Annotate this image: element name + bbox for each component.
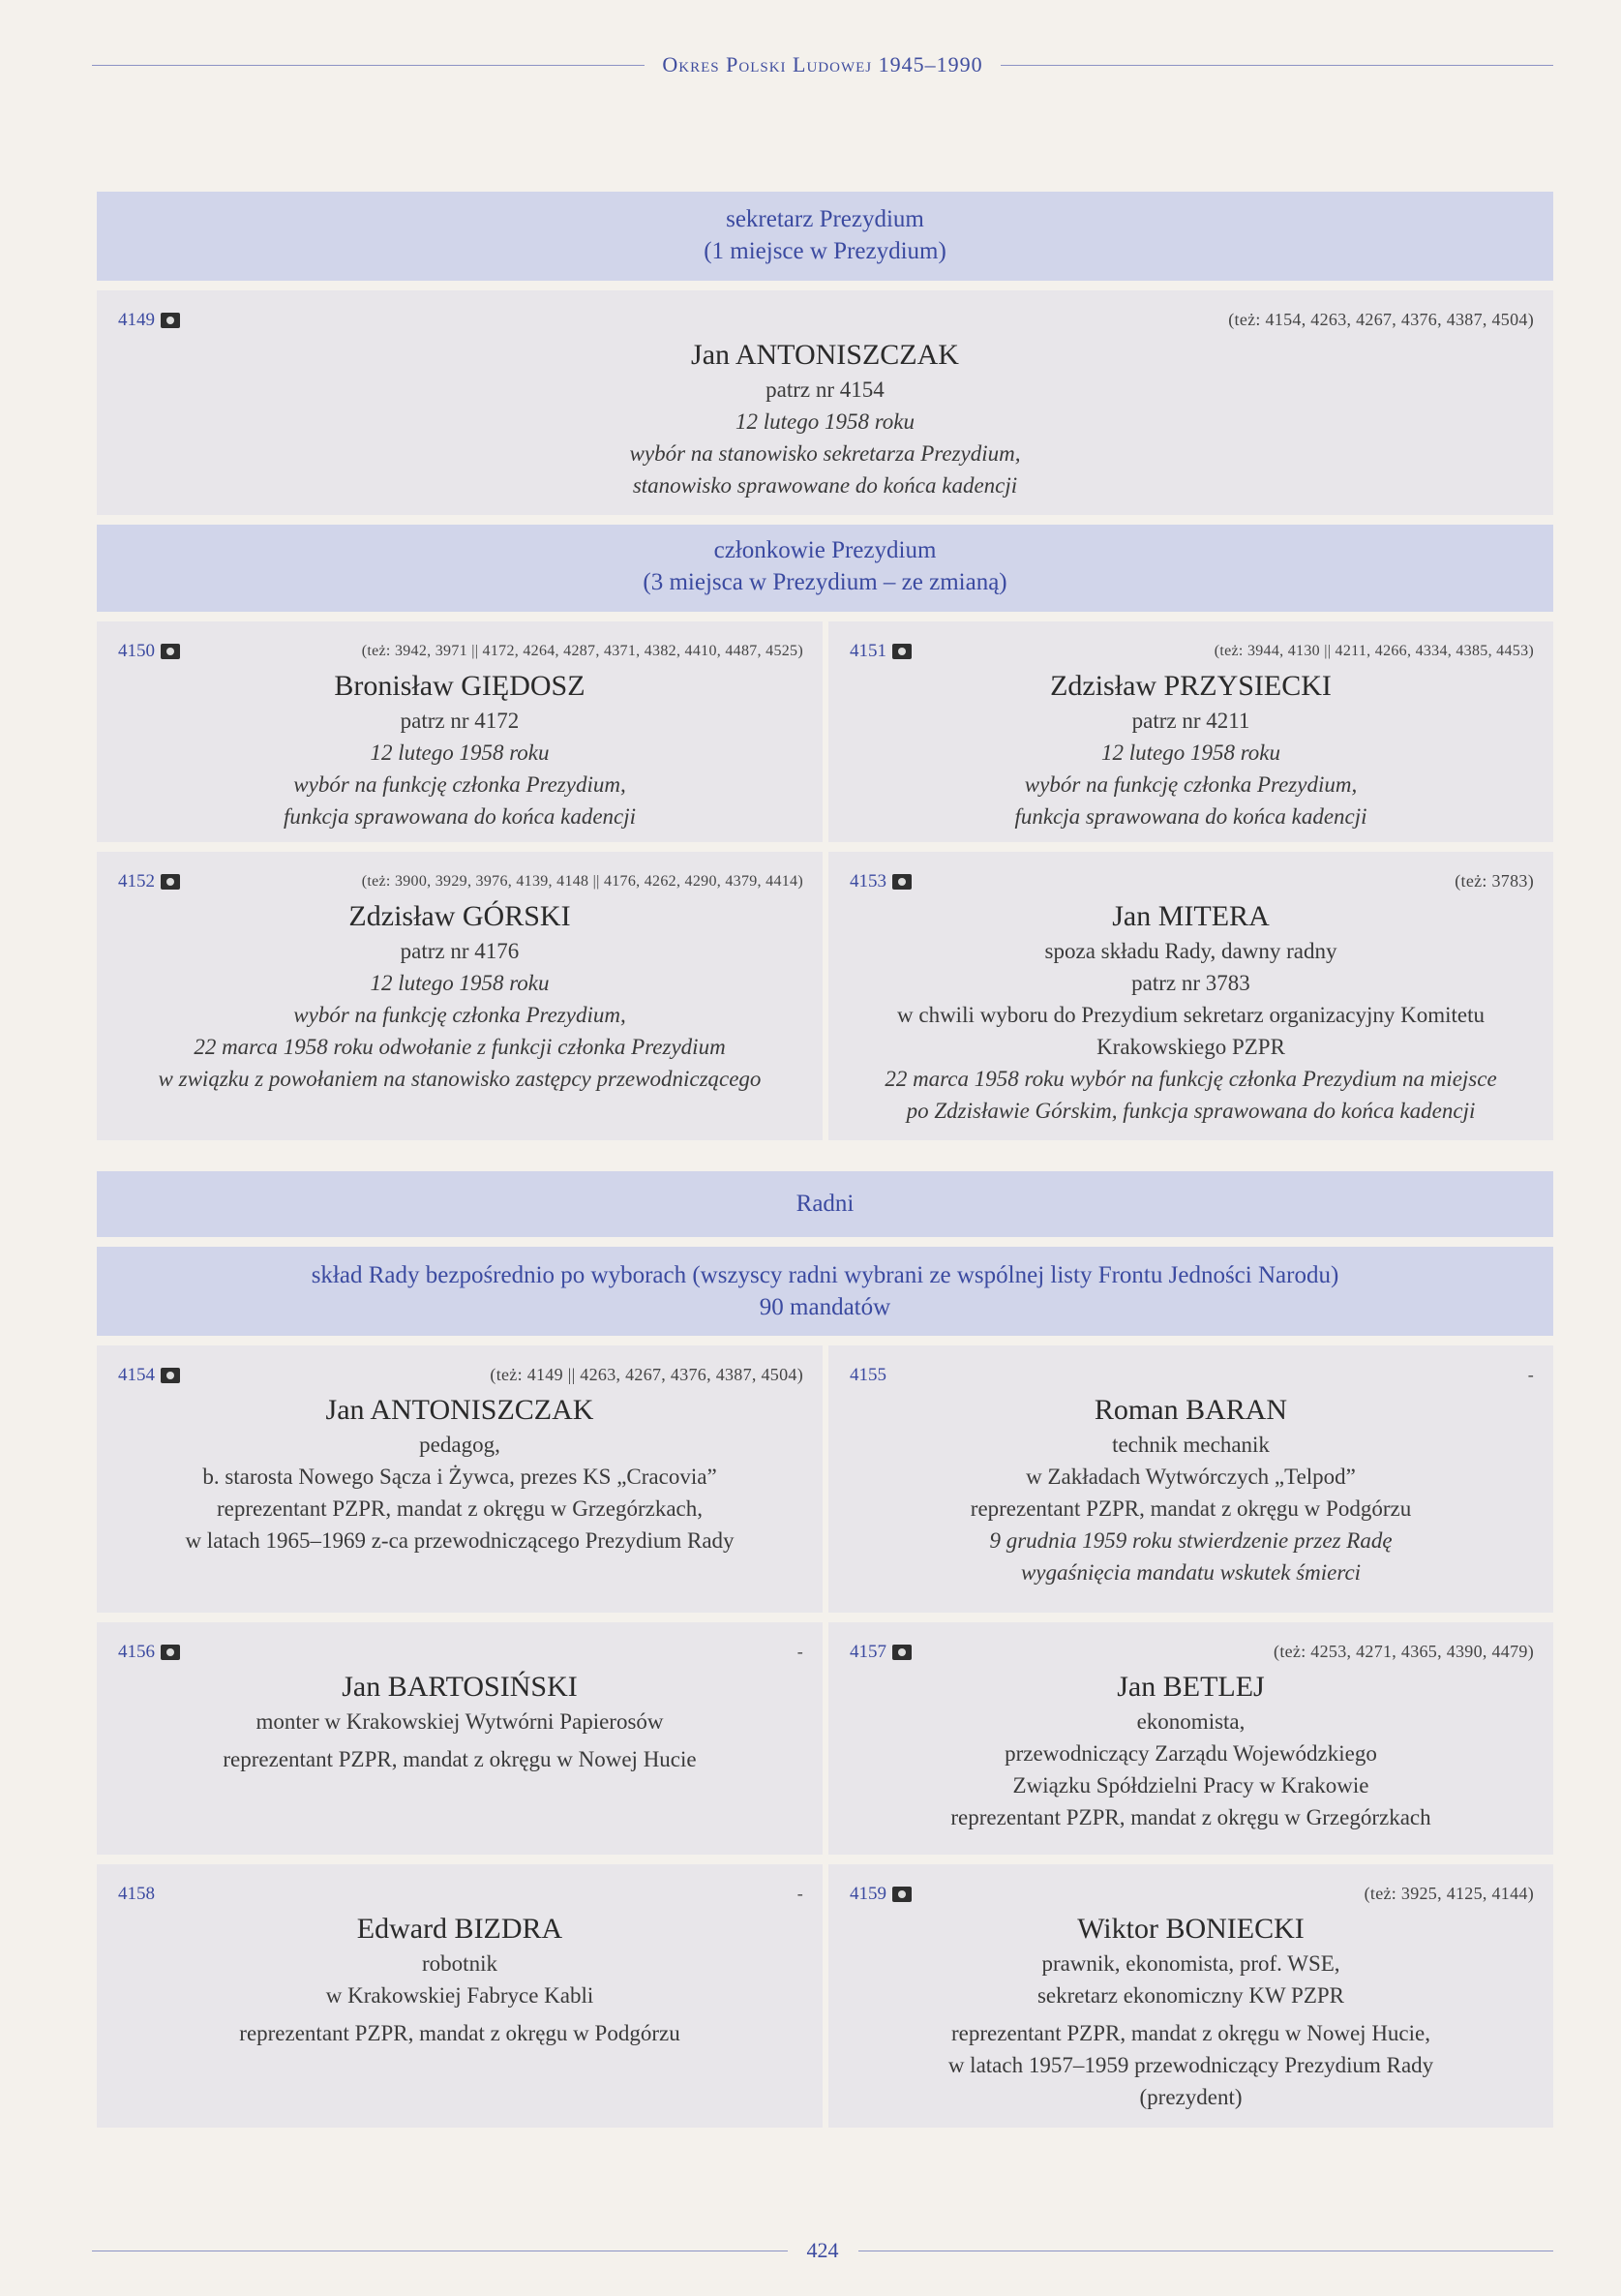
entry-line: patrz nr 3783 [1131,971,1250,995]
page-footer [92,2236,1553,2265]
entry-line: 22 marca 1958 roku wybór na funkcję członka Prezydium na miejsce [885,1067,1497,1091]
entry-number: 4154 [118,1359,180,1391]
entry-line: monter w Krakowskiej Wytwórni Papierosów [255,1709,664,1734]
person-name: Bronisław GIĘDOSZ [334,670,585,702]
camera-icon [161,1645,180,1660]
entry-4155 [828,1345,1553,1613]
section-band-secretary [97,192,1553,281]
entry-line: 12 lutego 1958 roku [370,971,550,995]
entry-line: wybór na funkcję członka Prezydium, [1024,772,1358,797]
entry-line: w Krakowskiej Fabryce Kabli [325,1983,594,2008]
entry-line: wybór na stanowisko sekretarza Prezydium, [629,441,1021,466]
entry-line: przewodniczący Zarządu Wojewódzkiego [1005,1741,1377,1766]
entry-line: reprezentant PZPR, mandat z okręgu w Grzegórzkach [950,1805,1431,1829]
section-band-council [97,1171,1553,1237]
entry-line: Krakowskiego PZPR [1096,1035,1285,1059]
cross-reference: - [1527,1365,1534,1384]
camera-icon [161,313,180,328]
entry-4154 [97,1345,823,1613]
camera-icon [892,874,912,890]
entry-line: patrz nr 4172 [400,709,520,733]
entry-number: 4151 [850,635,912,667]
entry-line: w związku z powołaniem na stanowisko zastępcy przewodniczącego [158,1067,762,1091]
band-title: skład Rady bezpośrednio po wyborach (wszyscy radni wybrani ze wspólnej listy Frontu Jedności Narodu) [311,1262,1339,1288]
entry-number: 4156 [118,1636,180,1668]
entry-line: ekonomista, [1136,1709,1246,1734]
entry-line: Związku Spółdzielni Pracy w Krakowie [1012,1773,1369,1798]
entry-line: funkcja sprawowana do końca kadencji [283,804,637,829]
cross-reference: (też: 3925, 4125, 4144) [1364,1884,1534,1903]
entry-line: pedagog, [419,1433,500,1457]
entry-line: funkcja sprawowana do końca kadencji [1014,804,1367,829]
person-name: Jan ANTONISZCZAK [691,339,959,371]
band-subtitle: 90 mandatów [759,1294,891,1320]
section-band-members [97,525,1553,612]
band-title: członkowie Prezydium [713,537,937,563]
cross-reference: (też: 4154, 4263, 4267, 4376, 4387, 4504) [1228,310,1534,329]
cross-reference: (też: 4253, 4271, 4365, 4390, 4479) [1274,1642,1534,1661]
cross-reference: - [796,1642,803,1661]
band-title: sekretarz Prezydium [726,206,924,232]
entry-number: 4153 [850,865,912,897]
person-name: Jan ANTONISZCZAK [325,1394,594,1426]
entry-line: w Zakładach Wytwórczych „Telpod” [1026,1465,1356,1489]
person-name: Jan BARTOSIŃSKI [342,1671,578,1703]
band-title: Radni [795,1191,855,1217]
entry-4151 [828,621,1553,842]
entry-4158 [97,1864,823,2128]
camera-icon [161,1368,180,1383]
entry-line: robotnik [422,1951,497,1976]
camera-icon [892,644,912,659]
entry-line: wybór na funkcję członka Prezydium, [293,1003,626,1027]
cross-reference: (też: 3900, 3929, 3976, 4139, 4148 || 4176, 4262, 4290, 4379, 4414) [361,873,803,890]
entry-line: prawnik, ekonomista, prof. WSE, [1041,1951,1340,1976]
person-name: Jan BETLEJ [1117,1671,1265,1703]
entry-line: reprezentant PZPR, mandat z okręgu w Podgórzu [239,2021,680,2045]
entry-line: (prezydent) [1139,2085,1243,2109]
camera-icon [892,1887,912,1902]
camera-icon [161,644,180,659]
entry-number: 4150 [118,635,180,667]
entry-line: wybór na funkcję członka Prezydium, [293,772,626,797]
entry-line: reprezentant PZPR, mandat z okręgu w Nowej Hucie [223,1747,697,1771]
entry-line: b. starosta Nowego Sącza i Żywca, prezes KS „Cracovia” [202,1465,717,1489]
cross-reference: (też: 3942, 3971 || 4172, 4264, 4287, 4371, 4382, 4410, 4487, 4525) [361,643,803,659]
entry-line: patrz nr 4211 [1131,709,1250,733]
entry-4150 [97,621,823,842]
entry-line: reprezentant PZPR, mandat z okręgu w Podgórzu [970,1496,1412,1521]
band-subtitle: (1 miejsce w Prezydium) [704,238,946,264]
cross-reference: (też: 4149 || 4263, 4267, 4376, 4387, 4504) [490,1365,803,1384]
cross-reference: (też: 3783) [1455,871,1534,891]
person-name: Zdzisław PRZYSIECKI [1050,670,1332,702]
entry-line: spoza składu Rady, dawny radny [1044,939,1337,963]
entry-line: w latach 1965–1969 z-ca przewodniczącego Prezydium Rady [185,1528,735,1553]
entry-4159 [828,1864,1553,2128]
cross-reference: (też: 3944, 4130 || 4211, 4266, 4334, 4385, 4453) [1214,643,1534,659]
person-name: Roman BARAN [1094,1394,1288,1426]
entry-line: po Zdzisławie Górskim, funkcja sprawowana do końca kadencji [906,1099,1476,1123]
entry-line: technik mechanik [1112,1433,1270,1457]
entry-line: 9 grudnia 1959 roku stwierdzenie przez Radę [989,1528,1393,1553]
entry-line: 22 marca 1958 roku odwołanie z funkcji członka Prezydium [194,1035,726,1059]
section-band-composition [97,1247,1553,1336]
entry-number: 4158 [118,1884,155,1904]
entry-line: 12 lutego 1958 roku [370,740,550,765]
entry-4157 [828,1622,1553,1855]
camera-icon [161,874,180,890]
entry-line: 12 lutego 1958 roku [735,409,916,434]
entry-line: sekretarz ekonomiczny KW PZPR [1036,1983,1345,2008]
entry-line: w latach 1957–1959 przewodniczący Prezydium Rady [947,2053,1434,2077]
entry-line: stanowisko sprawowane do końca kadencji [632,473,1018,498]
entry-number: 4157 [850,1636,912,1668]
running-head [92,50,1553,79]
entry-number: 4155 [850,1365,886,1385]
running-title: Okres Polski Ludowej 1945–1990 [662,52,983,76]
entry-line: 12 lutego 1958 roku [1100,740,1281,765]
entry-4156 [97,1622,823,1855]
entry-number: 4159 [850,1878,912,1910]
header-rule-right [1001,65,1553,66]
entry-line: reprezentant PZPR, mandat z okręgu w Nowej Hucie, [951,2021,1430,2045]
entry-number: 4152 [118,865,180,897]
entry-number: 4149 [118,304,180,336]
entry-line: reprezentant PZPR, mandat z okręgu w Grzegórzkach, [217,1496,703,1521]
person-name: Zdzisław GÓRSKI [348,900,571,932]
band-subtitle: (3 miejsca w Prezydium – ze zmianą) [643,569,1007,595]
entry-4149 [97,290,1553,515]
page-number: 424 [806,2238,839,2262]
entry-line: w chwili wyboru do Prezydium sekretarz organizacyjny Komitetu [897,1003,1485,1027]
entry-4153 [828,852,1553,1140]
header-rule-left [92,65,645,66]
entry-line: patrz nr 4154 [765,378,885,402]
person-name: Edward BIZDRA [356,1913,563,1945]
entry-line: wygaśnięcia mandatu wskutek śmierci [1020,1560,1362,1585]
entry-4152 [97,852,823,1140]
entry-line: patrz nr 4176 [400,939,520,963]
camera-icon [892,1645,912,1660]
person-name: Wiktor BONIECKI [1077,1913,1305,1945]
cross-reference: - [796,1884,803,1903]
person-name: Jan MITERA [1112,900,1270,932]
